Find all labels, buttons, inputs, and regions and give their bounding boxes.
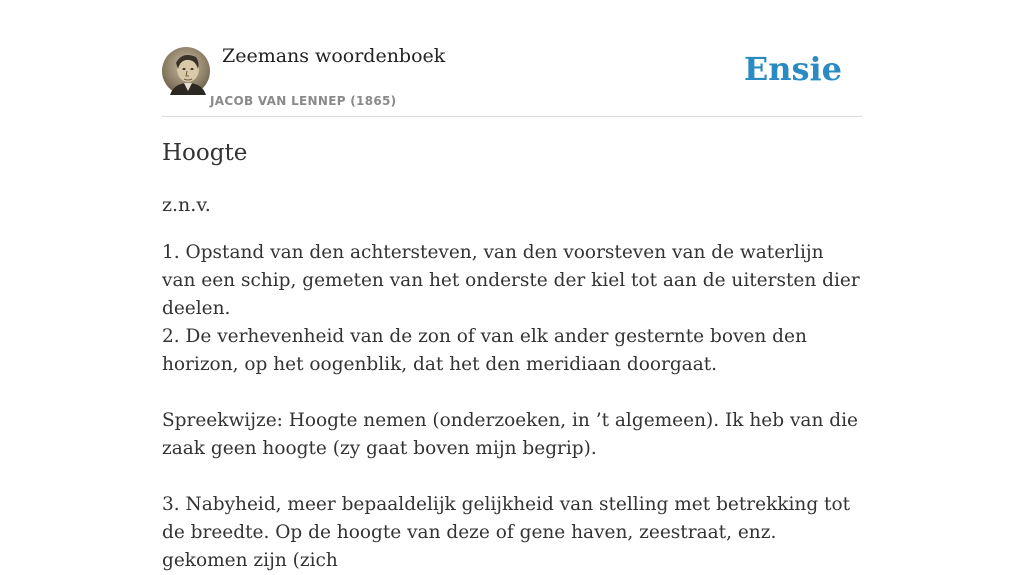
paragraph-gap bbox=[162, 379, 862, 407]
source-title[interactable]: Zeemans woordenboek bbox=[222, 45, 446, 67]
part-of-speech: z.n.v. bbox=[162, 194, 211, 216]
definition-paragraph: 1. Opstand van den achtersteven, van den voorsteven van de waterlijn van een schip, gemeten van het onderste der kiel tot aan de uitersten dier deelen. bbox=[162, 242, 860, 319]
definition-paragraph: 2. De verhevenheid van de zon of van elk ander gesternte boven den horizon, op het oogenblik, dat het den meridiaan doorgaat. bbox=[162, 326, 807, 375]
definition-body bbox=[162, 239, 862, 575]
source-author: JACOB VAN LENNEP (1865) bbox=[210, 94, 397, 108]
paragraph-gap bbox=[162, 463, 862, 491]
entry-term: Hoogte bbox=[162, 140, 248, 166]
definition-paragraph: 3. Nabyheid, meer bepaaldelijk gelijkheid van stelling met betrekking tot de breedte. Op de hoogte van deze of gene haven, zeestraat, enz. gekomen zijn (zich bbox=[162, 494, 851, 571]
source-header bbox=[162, 0, 862, 117]
definition-paragraph: Spreekwijze: Hoogte nemen (onderzoeken, in ’t algemeen). Ik heb van die zaak geen hoogte (zy gaat boven mijn begrip). bbox=[162, 410, 858, 459]
ensie-logo[interactable]: Ensie bbox=[743, 50, 842, 88]
author-portrait-icon[interactable] bbox=[162, 47, 210, 95]
